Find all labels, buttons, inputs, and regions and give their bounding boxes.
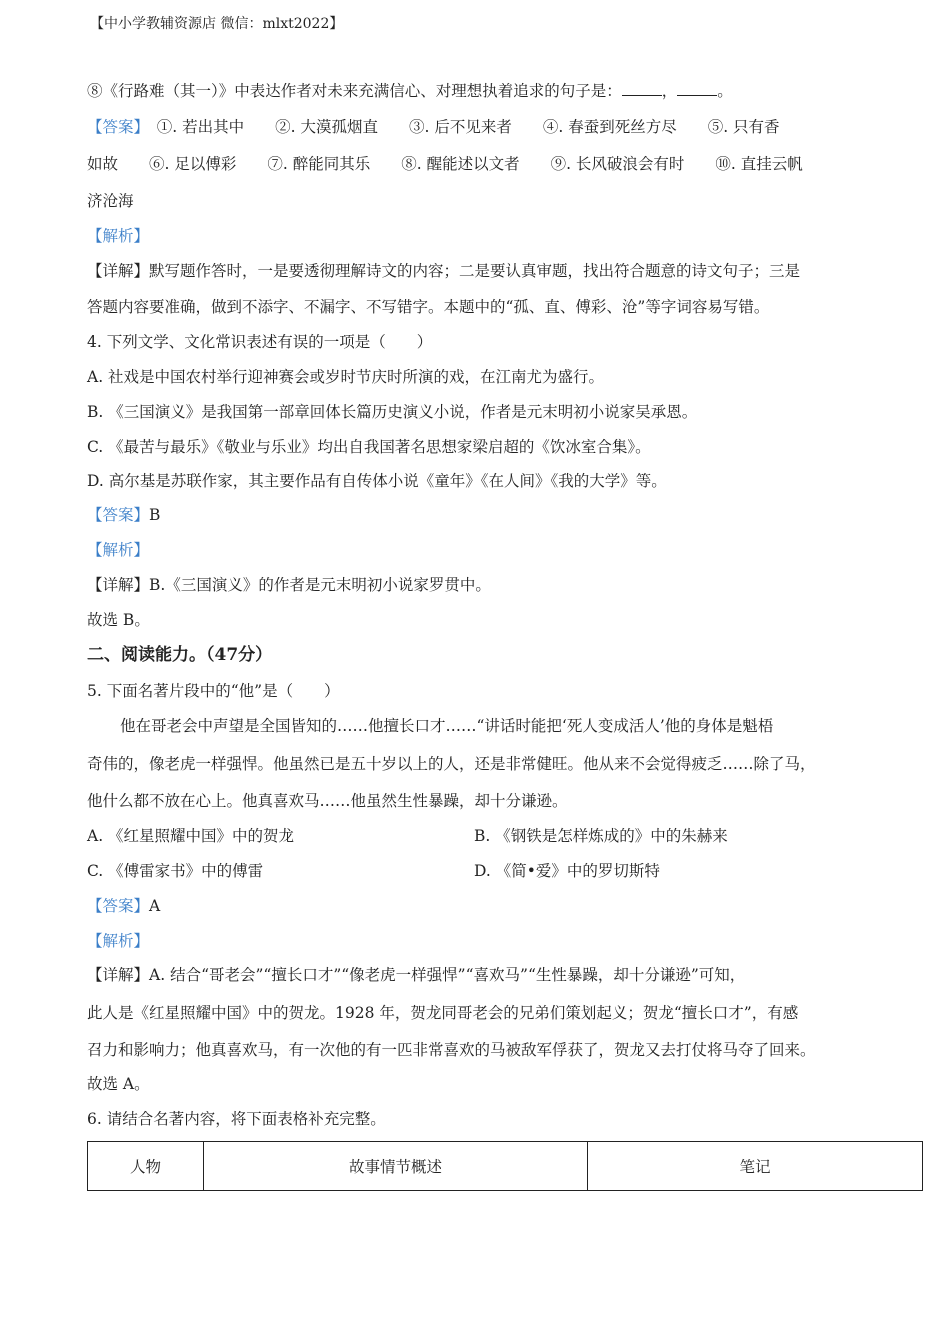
q3-answer-line2: 如故 ⑥. 足以傅彩 ⑦. 醉能同其乐 ⑧. 醒能述以文者 ⑨. 长风破浪会有时 ⑩. 直挂云帆: [87, 155, 803, 173]
answer-label: 【答案】: [87, 118, 142, 136]
q5-conclusion: 故选 A。: [87, 1075, 150, 1093]
q5-stem: 5. 下面名著片段中的“他”是（ ）: [87, 682, 340, 700]
answer-value: A: [149, 897, 161, 915]
q5-passage-line3: 他什么都不放在心上。他真喜欢马……他虽然生性暴躁，却十分谦逊。: [87, 792, 568, 810]
q3-item-8-text: ⑧《行路难（其一）》中表达作者对未来充满信心、对理想执着追求的句子是：: [87, 82, 622, 100]
detail-text: B.《三国演义》的作者是元末明初小说家罗贯中。: [149, 576, 491, 594]
q5-passage-line1: 他在哥老会中声望是全国皆知的……他擅长口才……“讲话时能把‘死人变成活人’他的身体是魁梧: [120, 717, 774, 735]
q5-option-c: C. 《傅雷家书》中的傅雷: [87, 862, 264, 880]
answer-text: ①. 若出其中 ②. 大漠孤烟直 ③. 后不见来者 ④. 春蚕到死丝方尽 ⑤. 只有香: [156, 118, 780, 136]
q4-answer: [87, 505, 160, 525]
q4-option-c: C. 《最苦与最乐》《敬业与乐业》均出自我国著名思想家梁启超的《饮冰室合集》。: [87, 438, 651, 456]
detail-text: 默写题作答时，一是要透彻理解诗文的内容；二是要认真审题，找出符合题意的诗文句子；三是: [149, 262, 801, 280]
q5-analysis-label: 【解析】: [87, 932, 150, 950]
q3-answer-line1: [87, 117, 780, 137]
q4-option-d: D. 高尔基是苏联作家，其主要作品有自传体小说《童年》《在人间》《我的大学》等。: [87, 472, 667, 490]
answer-value: B: [149, 506, 161, 524]
q5-detail-line3: 召力和影响力；他真喜欢马，有一次他的有一匹非常喜欢的马被敌军俘获了，贺龙又去打仗将马夺了回来。: [87, 1041, 816, 1059]
q5-detail-line2: 此人是《红星照耀中国》中的贺龙。1928 年，贺龙同哥老会的兄弟们策划起义；贺龙“擅长口才”，有感: [87, 1004, 799, 1022]
q6-stem: 6. 请结合名著内容，将下面表格补充完整。: [87, 1110, 386, 1128]
section-heading: 二、阅读能力。（47分）: [87, 645, 273, 665]
answer-label: 【答案】: [87, 506, 150, 524]
q3-detail-line1: [87, 261, 800, 281]
detail-label: 【详解】: [87, 966, 150, 984]
detail-label: 【详解】: [87, 576, 150, 594]
detail-label: 【详解】: [87, 262, 150, 280]
period: 。: [717, 82, 733, 100]
q5-option-d: D. 《简•爱》中的罗切斯特: [474, 862, 660, 880]
table-header-notes: 笔记: [588, 1142, 923, 1191]
q3-item-8: [87, 81, 733, 101]
q3-detail-line2: 答题内容要准确，做到不添字、不漏字、不写错字。本题中的“孤、直、傅彩、沧”等字词容易写错。: [87, 298, 770, 316]
page-header: 【中小学教辅资源店 微信：mlxt2022】: [90, 16, 344, 32]
separator: ，: [661, 82, 678, 100]
q4-stem: 4. 下列文学、文化常识表述有误的一项是（ ）: [87, 333, 433, 351]
answer-blank: [677, 81, 717, 96]
table-header-row: [88, 1142, 923, 1191]
table-header-person: 人物: [88, 1142, 204, 1191]
q5-passage-line2: 奇伟的，像老虎一样强悍。他虽然已是五十岁以上的人，还是非常健旺。他从来不会觉得疲乏……除了马，: [87, 755, 816, 773]
q3-answer-line3: 济沧海: [87, 192, 134, 210]
q4-option-a: A. 社戏是中国农村举行迎神赛会或岁时节庆时所演的戏，在江南尤为盛行。: [87, 368, 605, 386]
q4-analysis-label: 【解析】: [87, 541, 150, 559]
q4-detail: [87, 575, 491, 595]
answer-blank: [622, 81, 662, 96]
q5-detail-line1: [87, 965, 745, 985]
analysis-label: 【解析】: [87, 227, 150, 245]
detail-text: A. 结合“哥老会”“擅长口才”“像老虎一样强悍”“喜欢马”“生性暴躁，却十分谦逊”可知，: [149, 966, 746, 984]
q6-table: [87, 1141, 923, 1191]
q4-conclusion: 故选 B。: [87, 611, 150, 629]
q4-option-b: B. 《三国演义》是我国第一部章回体长篇历史演义小说，作者是元末明初小说家吴承恩。: [87, 403, 698, 421]
table-header-plot: 故事情节概述: [204, 1142, 588, 1191]
q5-option-b: B. 《钢铁是怎样炼成的》中的朱赫来: [474, 827, 728, 845]
q5-answer: [87, 896, 160, 916]
answer-label: 【答案】: [87, 897, 150, 915]
q5-option-a: A. 《红星照耀中国》中的贺龙: [87, 827, 295, 845]
